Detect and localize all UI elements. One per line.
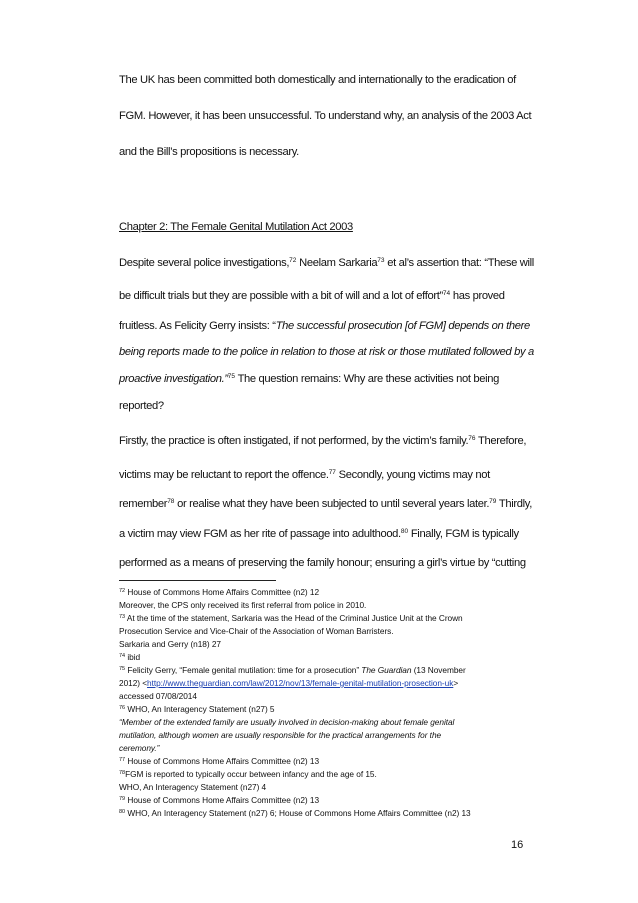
intro-line-2: FGM. However, it has been unsuccessful. To understand why, an analysis of the 2003 Act (119, 110, 532, 122)
footnote-73-cite: Sarkaria and Gerry (n18) 27 (119, 639, 221, 649)
footnote-75-cont: 2012) <http://www.theguardian.com/law/2012/nov/13/female-genital-mutilation-prosection-uk> (119, 678, 459, 688)
footnote-ref-72[interactable]: 72 (289, 257, 297, 264)
p1-line-1: Despite several police investigations,$^{72}$ Neelam Sarkaria$^{73}$ et al’s assertion that: “These will (119, 257, 534, 269)
footnote-75: $^{75}$ Felicity Gerry, “Female genital mutilation: time for a prosecution” The Guardian (13 November (119, 665, 466, 675)
footnote-73-cont: Prosecution Service and Vice-Chair of the Association of Woman Barristers. (119, 626, 394, 636)
chapter-heading: Chapter 2: The Female Genital Mutilation Act 2003 (119, 221, 353, 233)
footnote-ref-79[interactable]: 79 (489, 498, 497, 505)
footnote-74: $^{74}$ ibid (119, 652, 141, 662)
footnote-76-quote-3: ceremony.” (119, 743, 160, 753)
p2-line-4 (119, 527, 519, 541)
footnote-ref-73[interactable]: 73 (377, 257, 385, 264)
p2-line-1: Firstly, the practice is often instigated, if not performed, by the victim’s family.$^{76}$ Therefore, (119, 435, 527, 447)
footnote-ref-78[interactable]: 78 (167, 498, 175, 505)
footnote-77: $^{77}$ House of Commons Home Affairs Committee (n2) 13 (119, 756, 320, 766)
p1-line-6: reported? (119, 400, 164, 412)
footnote-ref-75[interactable]: 75 (227, 373, 236, 380)
footnote-72: $^{72}$ House of Commons Home Affairs Committee (n2) 12 (119, 587, 320, 597)
p2-line-5 (119, 556, 526, 570)
text-span: a victim may view FGM as her rite of passage into adulthood. (119, 528, 401, 540)
p1-line-3: fruitless. As Felicity Gerry insists: “The successful prosecution [of FGM] depends on there (119, 320, 530, 332)
footnote-76: $^{76}$ WHO, An Interagency Statement (n27) 5 (119, 704, 275, 714)
guardian-link[interactable]: http://www.theguardian.com/law/2012/nov/13/female-genital-mutilation-prosection-uk (147, 678, 454, 688)
p1-line-2: be difficult trials but they are possible with a bit of will and a lot of effort”$^{74}$ has proved (119, 290, 505, 302)
intro-line-1: The UK has been committed both domestically and internationally to the eradication of (119, 74, 516, 86)
footnote-ref-80[interactable]: 80 (400, 528, 409, 535)
footnote-ref-77[interactable]: 77 (328, 469, 336, 476)
footnote-ref-74[interactable]: 74 (442, 290, 451, 297)
footnote-80: $^{80}$ WHO, An Interagency Statement (n27) 6; House of Commons Home Affairs Committee (n2) 13 (119, 808, 471, 818)
text-span: performed as a means of preserving the family honour; ensuring a girl’s virtue by “cutting (119, 557, 526, 569)
footnote-75-accessed: accessed 07/08/2014 (119, 691, 197, 701)
footnote-72-cont: Moreover, the CPS only received its first referral from police in 2010. (119, 600, 367, 610)
footnote-76-quote-1: “Member of the extended family are usually involved in decision-making about female genital (119, 717, 455, 727)
page-number: 16 (511, 839, 524, 851)
footnote-78: $^{78}$FGM is reported to typically occur between infancy and the age of 15. (119, 769, 377, 779)
footnote-78-cite: WHO, An Interagency Statement (n27) 4 (119, 782, 267, 792)
text-span: Finally, FGM is typically (408, 528, 519, 540)
footnote-separator (119, 580, 276, 581)
p1-line-4: being reports made to the police in relation to those at risk or those mutilated followed by a (119, 346, 534, 358)
footnote-79: $^{79}$ House of Commons Home Affairs Committee (n2) 13 (119, 795, 320, 805)
p2-line-2: victims may be reluctant to report the offence.$^{77}$ Secondly, young victims may not (119, 469, 490, 481)
intro-line-3: and the Bill’s propositions is necessary. (119, 146, 299, 158)
footnote-76-quote-2: mutilation, although women are usually responsible for the practical arrangements for the (119, 730, 442, 740)
footnote-73: $^{73}$ At the time of the statement, Sarkaria was the Head of the Criminal Justice Unit at the Crown (119, 613, 463, 623)
p1-line-5: proactive investigation.”$^{75}$ The question remains: Why are these activities not being (119, 373, 500, 385)
p2-line-3: remember$^{78}$ or realise what they have been subjected to until several years later.$^{79}$ Thirdly, (119, 498, 532, 510)
footnote-ref-76[interactable]: 76 (468, 435, 476, 442)
